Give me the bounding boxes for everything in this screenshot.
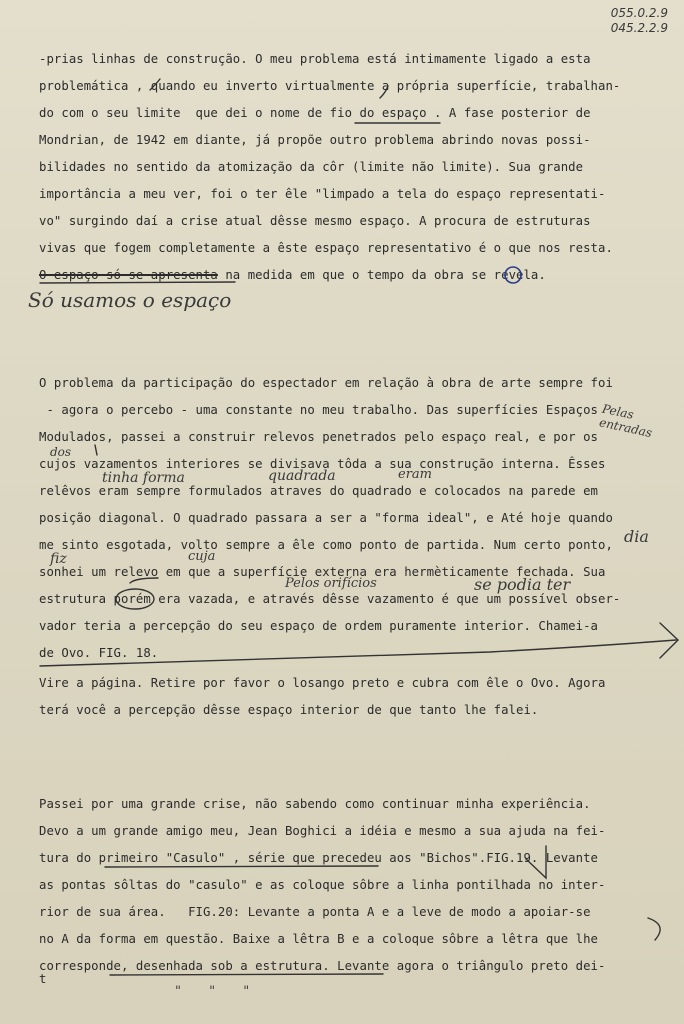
struck-text: O espaço só se apresenta	[39, 268, 218, 282]
text-line: bilidades no sentido da atomização da côr (limite não limite). Sua grande	[39, 160, 584, 174]
circle-mark	[116, 589, 154, 609]
handwritten-note: cuja	[188, 549, 216, 564]
handwritten-note: Pelos orifícios	[285, 576, 377, 591]
text-line: vador teria a percepção do seu espaço de ordem puramente interior. Chamei-a	[39, 619, 599, 633]
text-line: posição diagonal. O quadrado passara a ser a "forma ideal", e Até hoje quando	[39, 511, 613, 525]
underline-mark	[110, 974, 383, 975]
text-line: vivas que fogem completamente a êste espaço representativo é o que nos resta.	[39, 241, 613, 255]
text-line: problemática , quando eu inverto virtualmente a própria superfície, trabalhan-	[39, 79, 621, 93]
archive-reference-2: 045.2.2.9	[610, 21, 668, 35]
circle-mark	[505, 267, 521, 283]
text-line: sonhei um relevo em que a superfície externa era hermèticamente fechada. Sua	[39, 565, 606, 579]
text-line: -prias linhas de construção. O meu problema está intimamente ligado a esta	[39, 52, 591, 66]
text-line: rior de sua área. FIG.20: Levante a ponta A e a leve de modo a apoiar-se	[39, 905, 591, 919]
handwritten-note: Só usamos o espaço	[28, 288, 232, 312]
hook-mark	[648, 918, 660, 940]
text-line: de Ovo. FIG. 18.	[39, 646, 159, 660]
handwritten-note: eram	[398, 467, 432, 482]
text-line: as pontas sôltas do "casulo" e as coloque sôbre a linha pontilhada no inter-	[39, 878, 606, 892]
archive-reference-1: 055.0.2.9	[610, 6, 668, 20]
handwritten-note: dia	[624, 527, 649, 546]
handwritten-note: dos	[50, 445, 72, 459]
handwritten-note: fiz	[50, 551, 67, 567]
caret-mark	[130, 578, 158, 583]
text-fragment: na medida em que o tempo da obra se revela.	[217, 268, 546, 282]
caret-mark	[95, 445, 97, 455]
text-line: do com o seu limite que dei o nome de fio do espaço . A fase posterior de	[39, 106, 591, 120]
comma-mark	[380, 86, 388, 98]
handwritten-note: se podia ter	[474, 575, 571, 594]
text-line: O problema da participação do espectador em relação à obra de arte sempre foi	[39, 376, 613, 390]
text-line: - agora o percebo - uma constante no meu trabalho. Das superfícies Espaços	[39, 403, 599, 417]
handwritten-note: quadrada	[268, 468, 336, 484]
handwritten-ticks: " " "	[175, 984, 250, 999]
check-mark	[526, 846, 546, 878]
text-line: estrutura porém era vazada, e através dêsse vazamento é que um possível obser-	[39, 592, 621, 606]
text-line: terá você a percepção dêsse espaço interior de que tanto lhe falei.	[39, 703, 539, 717]
handwritten-note: tinha forma	[102, 470, 185, 486]
text-line: Mondrian, de 1942 em diante, já propõe outro problema abrindo novas possi-	[39, 133, 591, 147]
curve-mark	[40, 640, 676, 666]
text-line: Devo a um grande amigo meu, Jean Boghici a idéia e mesmo a sua ajuda na fei-	[39, 824, 606, 838]
text-line: me sinto esgotada, volto sempre a êle como ponto de partida. Num certo ponto,	[39, 538, 613, 552]
text-line: t	[39, 972, 47, 986]
text-line: corresponde, desenhada sob a estrutura. Levante agora o triângulo preto dei-	[39, 959, 606, 973]
text-line: vo" surgindo daí a crise atual dêsse mesmo espaço. A procura de estruturas	[39, 214, 591, 228]
handwritten-note: Pelas entradas	[598, 401, 654, 441]
text-line: Vire a página. Retire por favor o losango preto e cubra com êle o Ovo. Agora	[39, 676, 606, 690]
text-line: relêvos eram sempre formulados atraves do quadrado e colocados na parede em	[39, 484, 599, 498]
underline-mark	[40, 282, 235, 283]
comma-mark	[150, 79, 160, 90]
text-line: importância a meu ver, foi o ter êle "limpado a tela do espaço representati-	[39, 187, 606, 201]
text-line: Passei por uma grande crise, não sabendo como continuar minha experiência.	[39, 797, 591, 811]
text-line: tura do primeiro "Casulo" , série que precedeu aos "Bichos".FIG.19. Levante	[39, 851, 599, 865]
text-line: no A da forma em questão. Baixe a lêtra B e a coloque sôbre a lêtra que lhe	[39, 932, 599, 946]
underline-mark	[105, 866, 378, 867]
text-line: cujos vazamentos interiores se divisava tôda a sua construção interna. Êsses	[39, 457, 606, 471]
text-line: Modulados, passei a construir relevos penetrados pelo espaço real, e por os	[39, 430, 599, 444]
